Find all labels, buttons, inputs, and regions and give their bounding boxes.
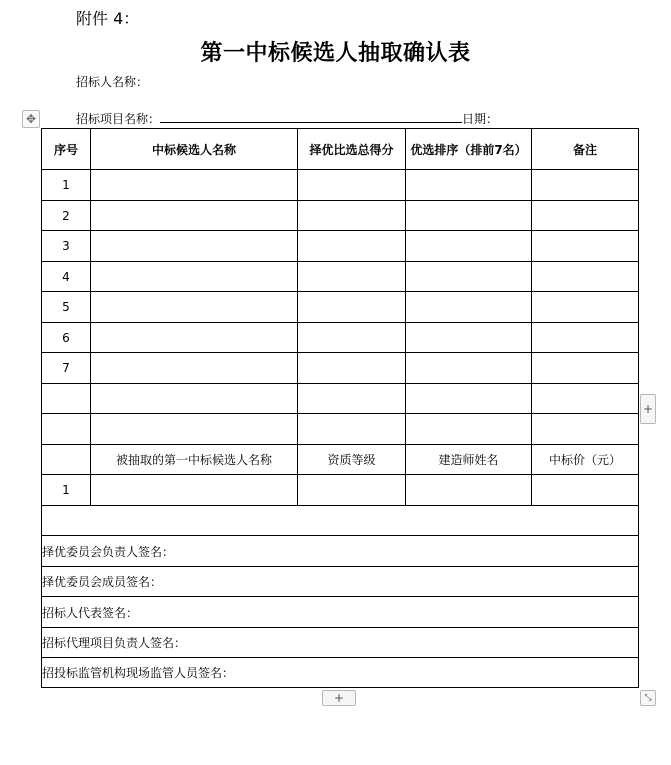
confirmation-table — [41, 128, 639, 688]
qualification-grade-cell[interactable] — [298, 475, 406, 506]
bid-price-cell[interactable] — [532, 475, 639, 506]
rank-cell[interactable] — [406, 323, 532, 353]
candidate-name-cell[interactable] — [91, 323, 298, 353]
header-cell: 序号 — [42, 129, 91, 170]
candidate-name-cell[interactable] — [91, 231, 298, 262]
project-name-field[interactable] — [160, 112, 462, 123]
table-row — [42, 262, 639, 292]
tenderer-name-label: 招标人名称： — [76, 75, 149, 89]
candidate-name-cell[interactable] — [91, 262, 298, 292]
candidate-name-cell[interactable] — [91, 384, 298, 414]
table-row — [42, 323, 639, 353]
resize-icon[interactable]: ⤡ — [640, 690, 656, 706]
signature-row — [42, 597, 639, 628]
rank-cell[interactable] — [406, 201, 532, 231]
row-number-cell: 6 — [42, 323, 91, 353]
score-cell[interactable] — [298, 292, 406, 323]
row-number-cell: 7 — [42, 353, 91, 384]
add-row-button[interactable] — [322, 690, 356, 706]
selected-candidate-name-cell[interactable] — [91, 475, 298, 506]
rank-cell[interactable] — [406, 170, 532, 201]
header-cell: 优选排序（排前7名） — [406, 129, 532, 170]
row-number-cell: 4 — [42, 262, 91, 292]
committee-member-signature[interactable]: 择优委员会成员签名： — [42, 567, 639, 597]
rank-cell[interactable] — [406, 384, 532, 414]
table-header-row — [42, 129, 639, 170]
selected-header-row — [42, 445, 639, 475]
header-cell: 中标候选人名称 — [91, 129, 298, 170]
candidate-name-cell[interactable] — [91, 170, 298, 201]
table-row — [42, 201, 639, 231]
rank-cell[interactable] — [406, 262, 532, 292]
signature-row — [42, 628, 639, 658]
header-cell: 择优比选总得分 — [298, 129, 406, 170]
row-number-cell — [42, 384, 91, 414]
attachment-label: 附件 4： — [76, 9, 140, 28]
blank-row — [42, 506, 639, 536]
table-row — [42, 292, 639, 323]
constructor-name-cell[interactable] — [406, 475, 532, 506]
table-row — [42, 231, 639, 262]
score-cell[interactable] — [298, 414, 406, 445]
candidate-name-cell[interactable] — [91, 201, 298, 231]
rank-cell[interactable] — [406, 292, 532, 323]
candidate-name-cell[interactable] — [91, 414, 298, 445]
remark-cell[interactable] — [532, 323, 639, 353]
signature-row — [42, 536, 639, 567]
project-name-label: 招标项目名称： — [76, 112, 161, 126]
row-number-cell — [42, 414, 91, 445]
remark-cell[interactable] — [532, 262, 639, 292]
table-row — [42, 414, 639, 445]
remark-cell[interactable] — [532, 353, 639, 384]
signature-row — [42, 658, 639, 688]
move-icon[interactable]: ✥ — [22, 110, 40, 128]
remark-cell[interactable] — [532, 384, 639, 414]
row-number-cell: 5 — [42, 292, 91, 323]
score-cell[interactable] — [298, 201, 406, 231]
supervisor-signature[interactable]: 招投标监管机构现场监管人员签名： — [42, 658, 639, 688]
score-cell[interactable] — [298, 262, 406, 292]
page-title: 第一中标候选人抽取确认表 — [200, 40, 471, 66]
remark-cell[interactable] — [532, 414, 639, 445]
sub-header-cell — [42, 445, 91, 475]
candidate-name-cell[interactable] — [91, 353, 298, 384]
candidate-name-cell[interactable] — [91, 292, 298, 323]
project-line — [76, 110, 656, 127]
rank-cell[interactable] — [406, 353, 532, 384]
table-row — [42, 353, 639, 384]
row-number-cell: 2 — [42, 201, 91, 231]
blank-cell[interactable] — [42, 506, 639, 536]
date-label: 日期： — [462, 112, 499, 126]
remark-cell[interactable] — [532, 231, 639, 262]
score-cell[interactable] — [298, 323, 406, 353]
plus-icon: + — [333, 691, 345, 705]
table-row — [42, 384, 639, 414]
table-row — [42, 170, 639, 201]
committee-head-signature[interactable]: 择优委员会负责人签名： — [42, 536, 639, 567]
score-cell[interactable] — [298, 384, 406, 414]
row-number-cell: 1 — [42, 475, 91, 506]
tenderer-representative-signature[interactable]: 招标人代表签名： — [42, 597, 639, 628]
sub-header-cell: 被抽取的第一中标候选人名称 — [91, 445, 298, 475]
selected-candidate-row — [42, 475, 639, 506]
add-column-button[interactable] — [640, 394, 656, 424]
row-number-cell: 1 — [42, 170, 91, 201]
remark-cell[interactable] — [532, 170, 639, 201]
row-number-cell: 3 — [42, 231, 91, 262]
agency-project-lead-signature[interactable]: 招标代理项目负责人签名： — [42, 628, 639, 658]
score-cell[interactable] — [298, 353, 406, 384]
remark-cell[interactable] — [532, 201, 639, 231]
plus-icon: + — [642, 402, 654, 416]
remark-cell[interactable] — [532, 292, 639, 323]
rank-cell[interactable] — [406, 414, 532, 445]
header-cell: 备注 — [532, 129, 639, 170]
sub-header-cell: 资质等级 — [298, 445, 406, 475]
score-cell[interactable] — [298, 231, 406, 262]
score-cell[interactable] — [298, 170, 406, 201]
sub-header-cell: 建造师姓名 — [406, 445, 532, 475]
sub-header-cell: 中标价（元） — [532, 445, 639, 475]
rank-cell[interactable] — [406, 231, 532, 262]
signature-row — [42, 567, 639, 597]
